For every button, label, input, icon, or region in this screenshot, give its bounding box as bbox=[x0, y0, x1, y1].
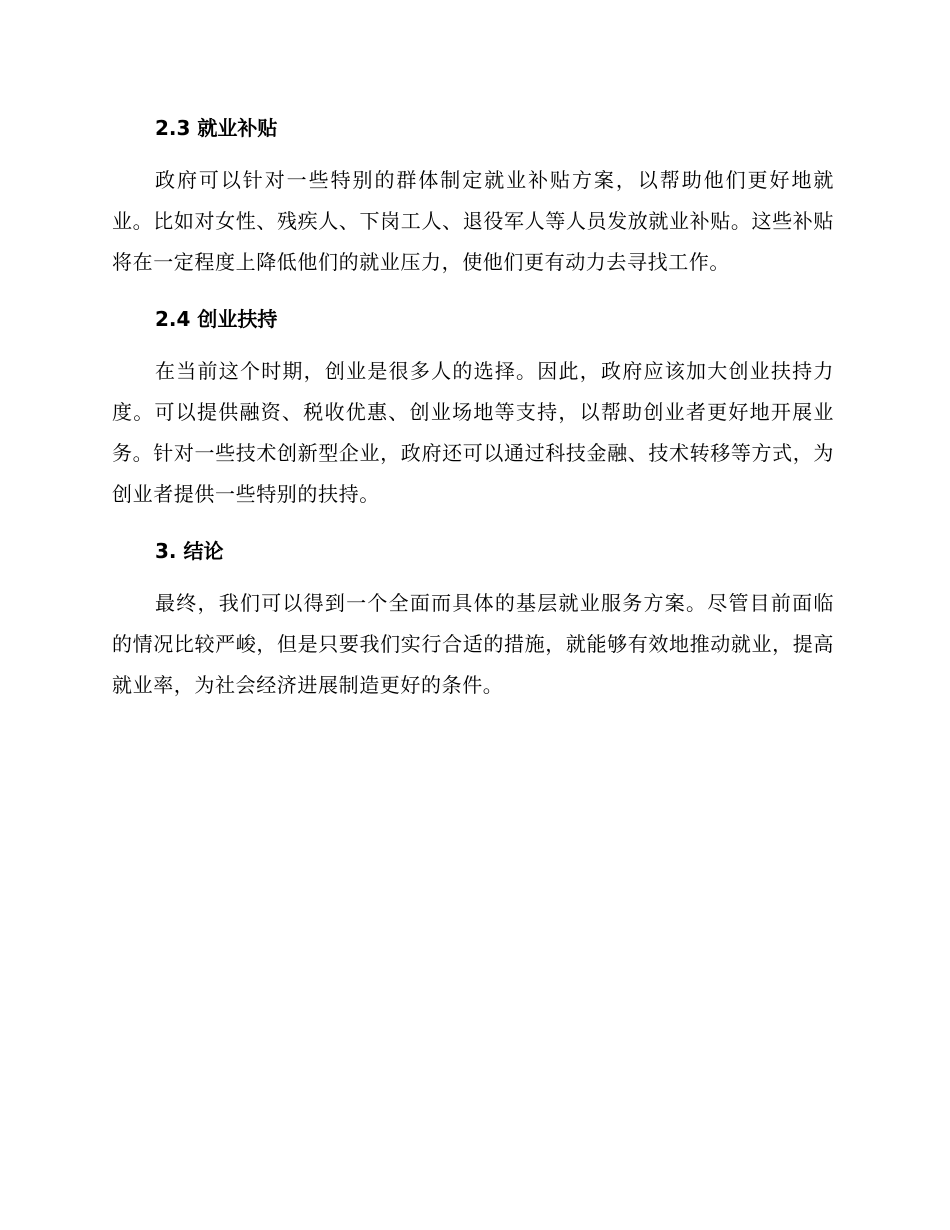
document-body bbox=[112, 108, 834, 722]
section-paragraph-employment-subsidy: 政府可以针对一些特别的群体制定就业补贴方案，以帮助他们更好地就业。比如对女性、残疾人、下岗工人、退役军人等人员发放就业补贴。这些补贴将在一定程度上降低他们的就业压力，使他们更有动力去寻找工作。 bbox=[112, 168, 834, 274]
section-paragraph-startup-support: 在当前这个时期，创业是很多人的选择。因此，政府应该加大创业扶持力度。可以提供融资、税收优惠、创业场地等支持，以帮助创业者更好地开展业务。针对一些技术创新型企业，政府还可以通过科技金融、技术转移等方式，为创业者提供一些特别的扶持。 bbox=[112, 359, 834, 506]
section-heading-conclusion: 3. 结论 bbox=[155, 539, 224, 563]
section-heading-startup-support: 2.4 创业扶持 bbox=[155, 307, 278, 331]
section-heading-employment-subsidy: 2.3 就业补贴 bbox=[155, 116, 278, 140]
section-paragraph-conclusion: 最终，我们可以得到一个全面而具体的基层就业服务方案。尽管目前面临的情况比较严峻，但是只要我们实行合适的措施，就能够有效地推动就业，提高就业率，为社会经济进展制造更好的条件。 bbox=[112, 591, 834, 697]
